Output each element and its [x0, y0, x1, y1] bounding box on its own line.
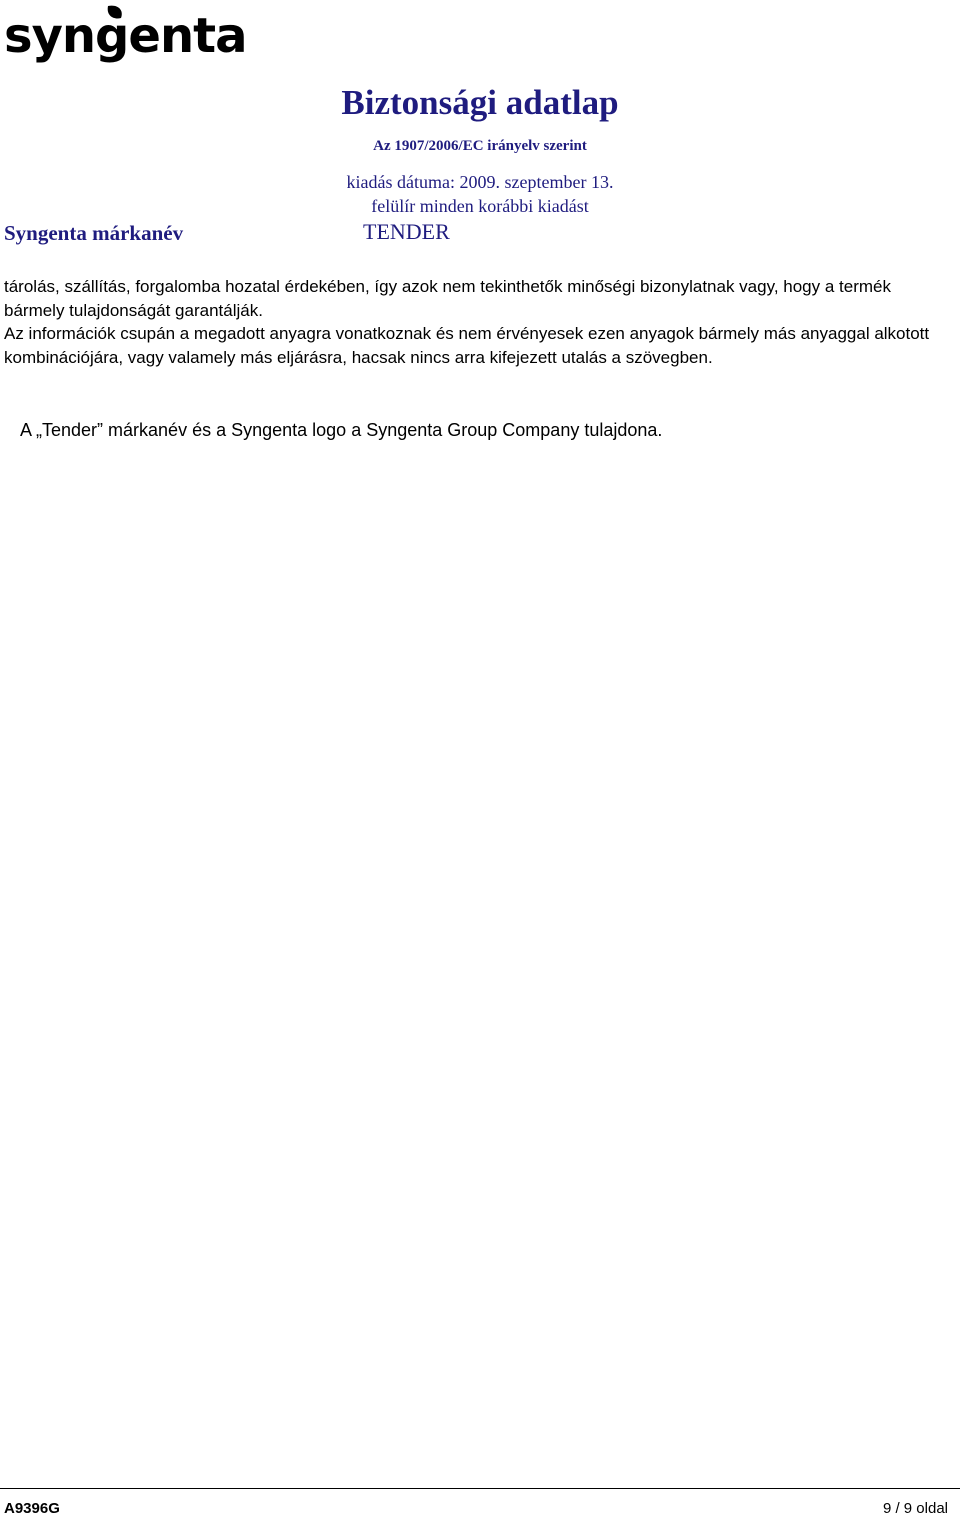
logo-wordmark: syngenta — [4, 8, 247, 64]
document-code: A9396G — [4, 1500, 60, 1517]
trademark-notice: A „Tender” márkanév és a Syngenta logo a Syngenta Group Company tulajdona. — [20, 420, 663, 440]
disclaimer-paragraph-2: Az információk csupán a megadott anyagra vonatkoznak és nem érvényesek ezen anyagok bármely más anyaggal alkotott kombinációjára, vagy valamely más eljárásra, hacsak nincs arra kifejezett utalás a szövegben. — [4, 324, 930, 367]
page-number: 9 / 9 oldal — [882, 1500, 948, 1517]
brand-label: Syngenta márkanév — [4, 221, 184, 245]
disclaimer-paragraph-1: tárolás, szállítás, forgalomba hozatal érdekében, így azok nem tekinthetők minőségi bizonylatnak vagy, hogy a termék bármely tulajdonságát garantálják. — [4, 277, 891, 320]
brand-name: TENDER — [363, 219, 450, 244]
supersedes-note: felülír minden korábbi kiadást — [371, 196, 589, 216]
page-title: Biztonsági adatlap — [341, 83, 619, 122]
regulation-reference: Az 1907/2006/EC irányelv szerint — [373, 138, 587, 154]
syngenta-logo — [2, 2, 247, 68]
disclaimer-text — [4, 275, 934, 369]
syngenta-logo-icon — [2, 2, 247, 68]
footer-divider — [0, 1488, 960, 1489]
issue-date: kiadás dátuma: 2009. szeptember 13. — [346, 172, 614, 192]
